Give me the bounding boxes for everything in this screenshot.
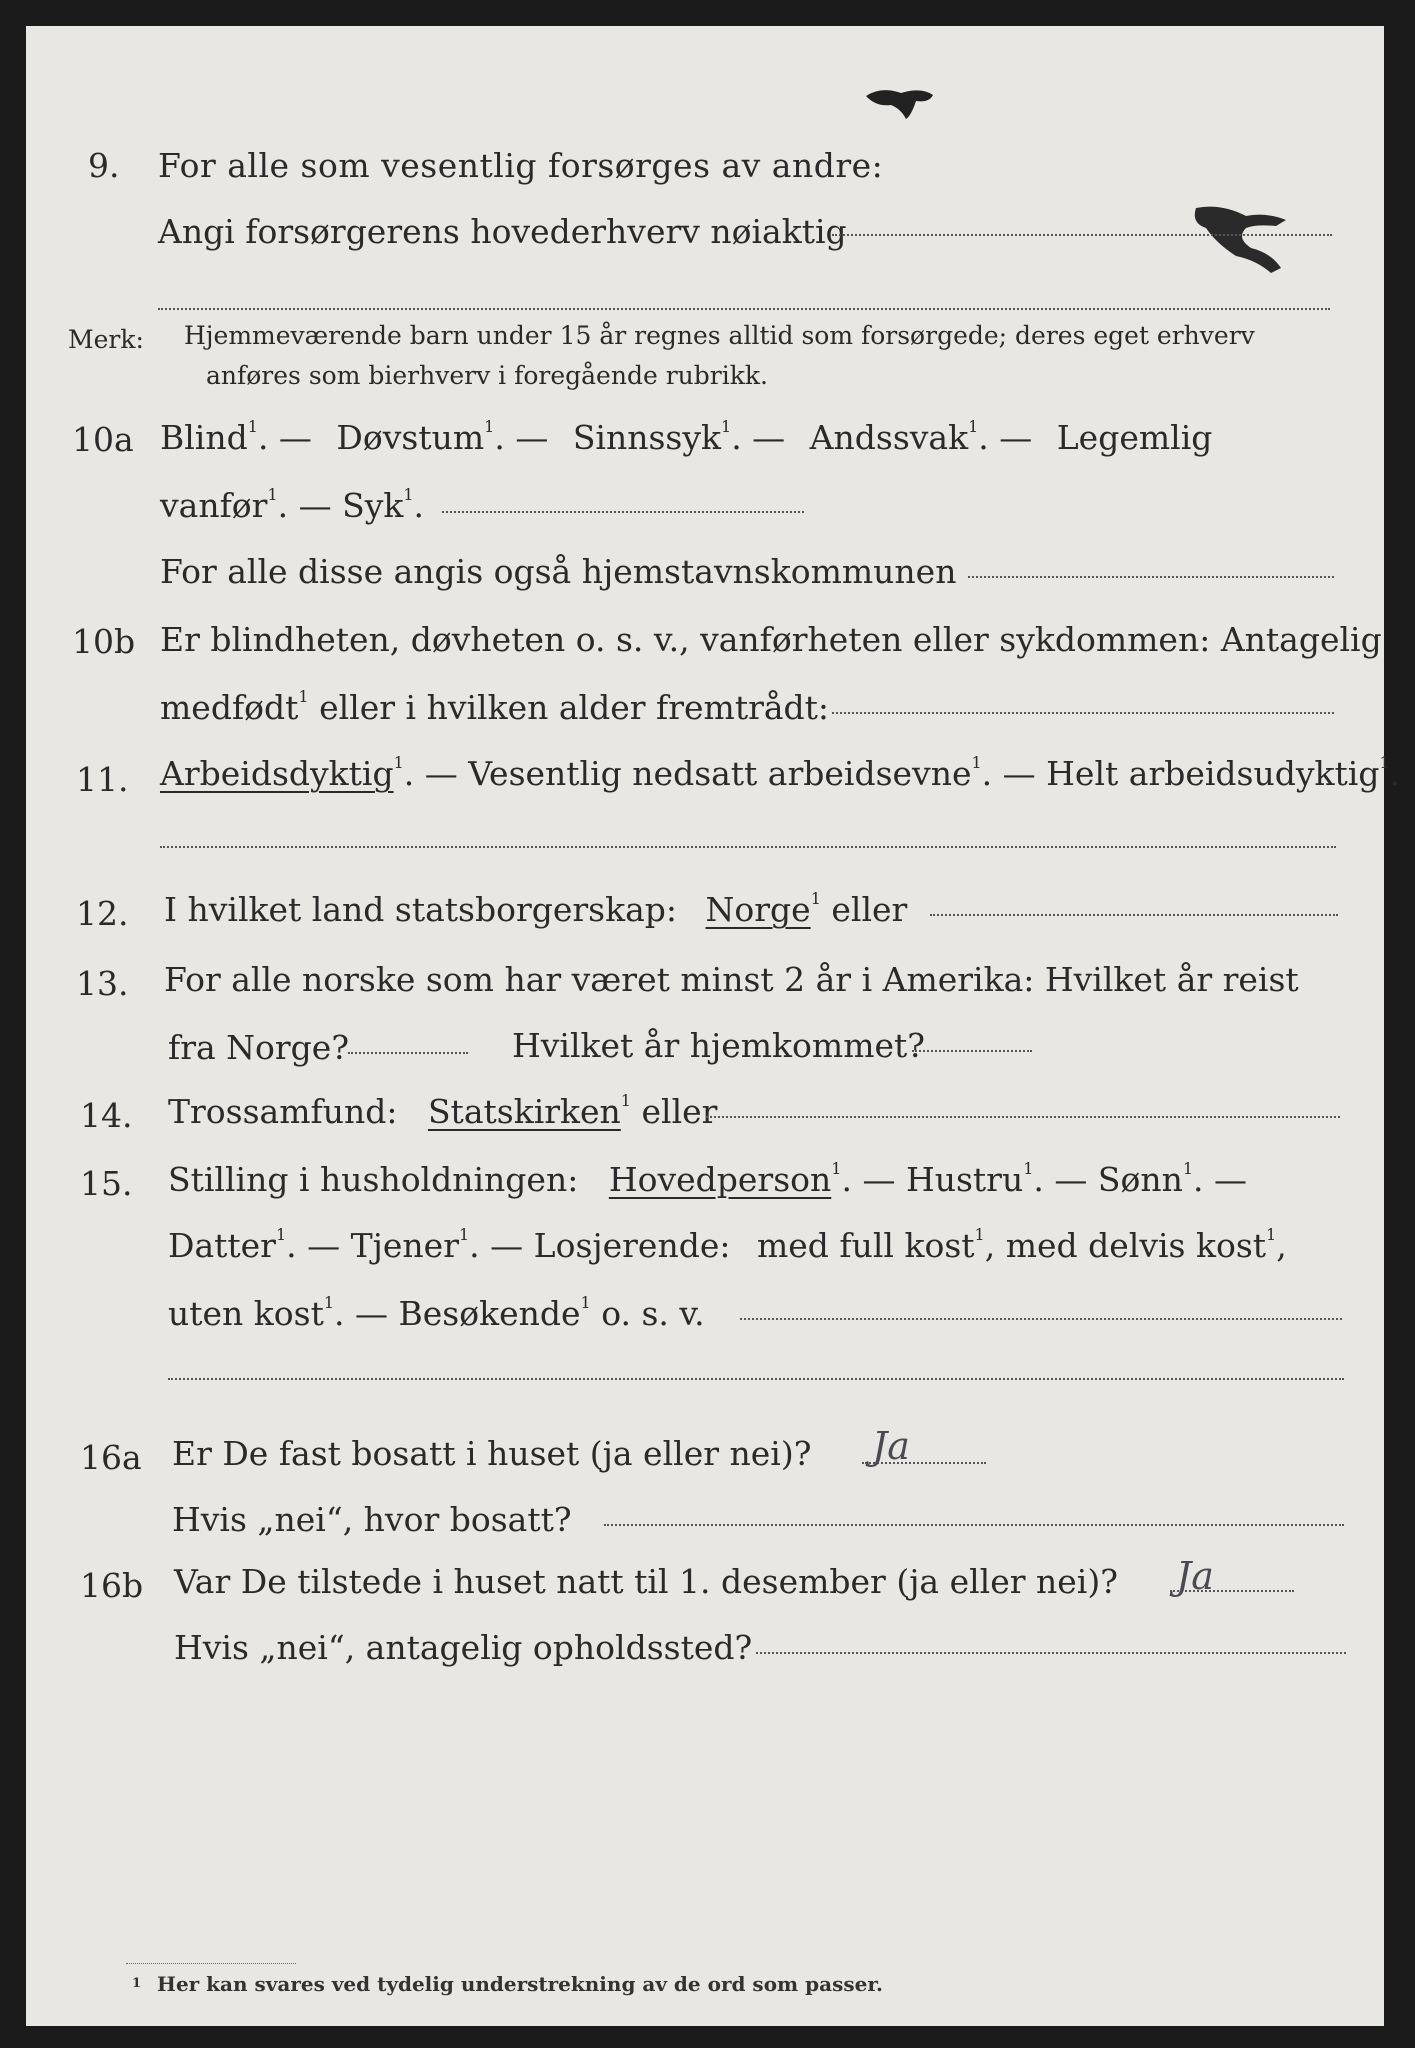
option-statskirken[interactable]: Statskirken <box>427 1092 621 1131</box>
q9-answer-line-2[interactable] <box>158 308 1330 310</box>
q12-answer-line[interactable] <box>930 914 1338 916</box>
footnote <box>132 1972 883 1996</box>
q16b-question: Var De tilstede i huset natt til 1. desember (ja eller nei)? <box>174 1562 1118 1601</box>
q10a-kommune-line[interactable] <box>968 576 1334 578</box>
q10a-syk-line[interactable] <box>442 511 804 513</box>
q15-line2: Datter$^1$. — Tjener$^1$. — Losjerende: med full kost$^1$, med delvis kost$^1$, <box>168 1225 1287 1265</box>
q9-number: 9. <box>88 146 120 185</box>
footnote-rule <box>126 1963 296 1964</box>
option-medfodt[interactable]: medfødt <box>160 688 299 727</box>
merk-line1: Hjemmeværende barn under 15 år regnes alltid som forsørgede; deres eget erhverv <box>184 321 1255 350</box>
q9-line2: Angi forsørgerens hovederhverv nøiaktig <box>158 212 847 251</box>
q11-number: 11. <box>76 760 129 799</box>
option-legemlig[interactable]: Legemlig <box>1056 418 1213 457</box>
q15-line3: uten kost$^1$. — Besøkende$^1$ o. s. v. <box>168 1293 705 1333</box>
q12-eller: eller <box>831 890 908 929</box>
q14-prefix: Trossamfund: <box>168 1092 398 1131</box>
q14-answer-line[interactable] <box>706 1116 1340 1118</box>
option-udyktig[interactable]: Helt arbeidsudyktig <box>1046 754 1380 793</box>
option-andssvak[interactable]: Andssvak <box>809 418 969 457</box>
q16b-hvis: Hvis „nei“, antagelig opholdssted? <box>174 1628 753 1667</box>
q15-answer-line-2[interactable] <box>168 1378 1344 1380</box>
q11-answer-line[interactable] <box>160 846 1336 848</box>
option-sinnssyk[interactable]: Sinnssyk <box>572 418 721 457</box>
q13-line1: For alle norske som har været minst 2 år i Amerika: Hvilket år reist <box>164 960 1299 999</box>
q10a-line3: For alle disse angis også hjemstavnskommunen <box>160 552 957 591</box>
q13-hjemkommet-line[interactable] <box>912 1050 1032 1052</box>
q11-line: Arbeidsdyktig$^1$. — Vesentlig nedsatt arbeidsevne$^1$. — Helt arbeidsudyktig$^1$. <box>160 753 1401 793</box>
q9-line1: For alle som vesentlig forsørges av andre: <box>158 146 884 185</box>
option-hovedperson[interactable]: Hovedperson <box>608 1160 832 1199</box>
option-vanfor[interactable]: vanfør <box>160 486 268 525</box>
option-norge[interactable]: Norge <box>705 890 811 929</box>
option-full-kost[interactable]: med full kost <box>756 1226 975 1265</box>
q10b-line2: medfødt$^1$ eller i hvilken alder fremtrådt: <box>160 687 830 727</box>
q10b-number: 10b <box>72 622 136 661</box>
q13-number: 13. <box>76 964 129 1003</box>
q16b-hvis-line[interactable] <box>756 1652 1346 1654</box>
q10b-rest: eller i hvilken alder fremtrådt: <box>319 688 830 727</box>
q14-eller: eller <box>641 1092 718 1131</box>
q16a-hvis: Hvis „nei“, hvor bosatt? <box>172 1500 572 1539</box>
ink-smudge-right <box>1176 198 1316 288</box>
option-dovstum[interactable]: Døvstum <box>336 418 485 457</box>
option-arbeidsdyktig[interactable]: Arbeidsdyktig <box>160 754 394 793</box>
option-blind[interactable]: Blind <box>160 418 248 457</box>
q13-fra-norge: fra Norge? <box>168 1028 350 1067</box>
footnote-text: Her kan svares ved tydelig understrekning av de ord som passer. <box>157 1972 884 1996</box>
merk-line2: anføres som bierhverv i foregående rubrikk. <box>206 361 768 390</box>
footnote-mark: 1 <box>132 1976 142 1991</box>
q13-hjemkommet: Hvilket år hjemkommet? <box>512 1026 925 1065</box>
q10b-line1: Er blindheten, døvheten o. s. v., vanførheten eller sykdommen: Antagelig <box>160 620 1382 659</box>
q15-losjerende: Losjerende: <box>533 1226 731 1265</box>
ink-smudge-top <box>861 81 941 131</box>
q9-answer-line[interactable] <box>832 234 1332 236</box>
q16a-hvis-line[interactable] <box>604 1524 1344 1526</box>
q16a-handwritten-answer[interactable]: Ja <box>872 1424 910 1468</box>
option-syk[interactable]: Syk <box>342 486 404 525</box>
option-tjener[interactable]: Tjener <box>350 1226 459 1265</box>
census-form-page <box>26 26 1401 2026</box>
q16a-number: 16a <box>80 1438 142 1477</box>
q12-prefix: I hvilket land statsborgerskap: <box>164 890 678 929</box>
q16b-number: 16b <box>80 1566 144 1605</box>
q15-line1: Stilling i husholdningen: Hovedperson$^1$. — Hustru$^1$. — Sønn$^1$. — <box>168 1159 1248 1199</box>
q16a-question: Er De fast bosatt i huset (ja eller nei)? <box>172 1434 812 1473</box>
option-hustru[interactable]: Hustru <box>905 1160 1024 1199</box>
q13-reist-line[interactable] <box>348 1052 468 1054</box>
option-sonn[interactable]: Sønn <box>1097 1160 1183 1199</box>
q14-line: Trossamfund: Statskirken$^1$ eller <box>168 1091 718 1131</box>
q16b-handwritten-answer[interactable]: Ja <box>1176 1554 1214 1598</box>
q12-number: 12. <box>76 894 129 933</box>
option-uten-kost[interactable]: uten kost <box>168 1294 324 1333</box>
q15-osv: o. s. v. <box>601 1294 705 1333</box>
option-besokende[interactable]: Besøkende <box>398 1294 581 1333</box>
option-datter[interactable]: Datter <box>168 1226 276 1265</box>
q15-number: 15. <box>80 1164 133 1203</box>
q10a-number: 10a <box>72 420 134 459</box>
q10a-line1: Blind$^1$. — Døvstum$^1$. — Sinnssyk$^1$. — Andssvak$^1$. — Legemlig <box>160 417 1213 457</box>
merk-label: Merk: <box>68 325 144 354</box>
q10b-answer-line[interactable] <box>832 712 1334 714</box>
q15-prefix: Stilling i husholdningen: <box>168 1160 579 1199</box>
q12-line: I hvilket land statsborgerskap: Norge$^1$ eller <box>164 889 908 929</box>
option-nedsatt[interactable]: Vesentlig nedsatt arbeidsevne <box>468 754 972 793</box>
q14-number: 14. <box>80 1096 133 1135</box>
q15-answer-line[interactable] <box>740 1318 1342 1320</box>
q10a-line2: vanfør$^1$. — Syk$^1$. <box>160 485 425 525</box>
option-delvis-kost[interactable]: med delvis kost <box>1005 1226 1267 1265</box>
